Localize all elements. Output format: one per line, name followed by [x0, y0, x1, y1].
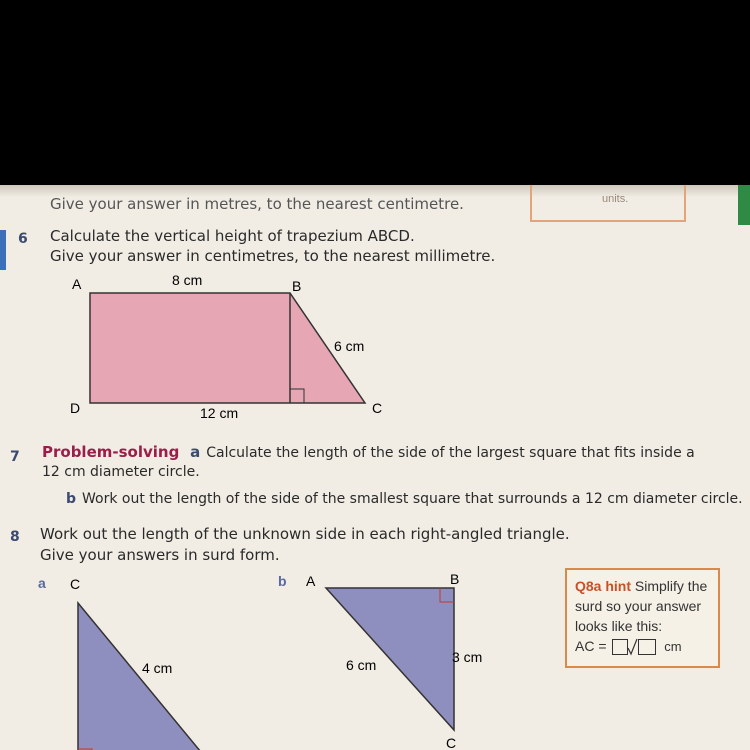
hint-formula-prefix: AC = [575, 638, 607, 654]
triangle-b-hypotenuse-label: 6 cm [346, 657, 377, 673]
question-7-line1 [42, 443, 695, 461]
hint-text2: surd so your answer [575, 598, 702, 614]
question-6-line1: Calculate the vertical height of trapezium ABCD. [50, 227, 415, 245]
root-sign-icon [628, 638, 638, 656]
trapezium-abcd [90, 293, 365, 403]
hint-line1 [575, 576, 710, 596]
triangle-b-vertex-a: A [306, 573, 316, 589]
page-edge-marker [738, 185, 750, 225]
question-7b-text: Work out the length of the side of the smallest square that surrounds a 12 cm diameter circle. [82, 491, 743, 507]
q8a-hint-box [565, 568, 720, 668]
top-info-box [530, 185, 686, 222]
vertex-d-label: D [70, 400, 81, 416]
question-7-number: 7 [10, 449, 20, 465]
vertex-c-label: C [372, 400, 383, 416]
question-7b-line [66, 491, 743, 507]
previous-question-line: Give your answer in metres, to the nearest centimetre. [50, 195, 464, 213]
bottom-side-label: 12 cm [200, 405, 239, 421]
triangle-b-figure [300, 570, 500, 750]
question-8-line2: Give your answers in surd form. [40, 546, 280, 564]
triangle-a-vertex-c: C [70, 576, 81, 592]
triangle-b-vertex-b: B [450, 571, 460, 587]
textbook-page [0, 185, 750, 750]
hint-formula-unit: cm [664, 639, 682, 654]
slant-side-label: 6 cm [334, 338, 365, 354]
margin-marker [0, 230, 6, 270]
part-b-label: b [66, 491, 77, 507]
triangle-a-side-label: 4 cm [142, 660, 173, 676]
top-box-text: units. [602, 193, 629, 205]
top-side-label: 8 cm [172, 273, 203, 288]
question-8-number: 8 [10, 529, 20, 545]
triangle-a [78, 603, 210, 750]
hint-text3: looks like this: [575, 618, 663, 634]
part-8a-label: a [38, 575, 46, 591]
hint-blank-box-1 [612, 639, 628, 655]
hint-formula [575, 636, 710, 658]
hint-title: Q8a hint [575, 578, 632, 594]
triangle-b-vertex-c: C [446, 735, 457, 750]
question-8-line1: Work out the length of the unknown side in each right-angled triangle. [40, 525, 570, 543]
problem-solving-label: Problem-solving [42, 443, 180, 461]
question-7a-text-line2: 12 cm diameter circle. [42, 464, 200, 480]
vertex-b-label: B [292, 278, 302, 294]
question-6-line2: Give your answer in centimetres, to the nearest millimetre. [50, 247, 496, 265]
question-7a-text-line1: Calculate the length of the side of the largest square that fits inside a [206, 445, 695, 461]
triangle-b-side-label: 3 cm [452, 649, 483, 665]
question-6-number: 6 [18, 231, 28, 247]
triangle-a-figure [60, 573, 240, 750]
part-8b-label: b [278, 573, 287, 589]
trapezium-figure [60, 273, 400, 423]
hint-blank-box-2 [638, 639, 656, 655]
hint-text1: Simplify the [634, 578, 708, 594]
part-a-label: a [190, 443, 201, 461]
vertex-a-label: A [72, 276, 82, 292]
